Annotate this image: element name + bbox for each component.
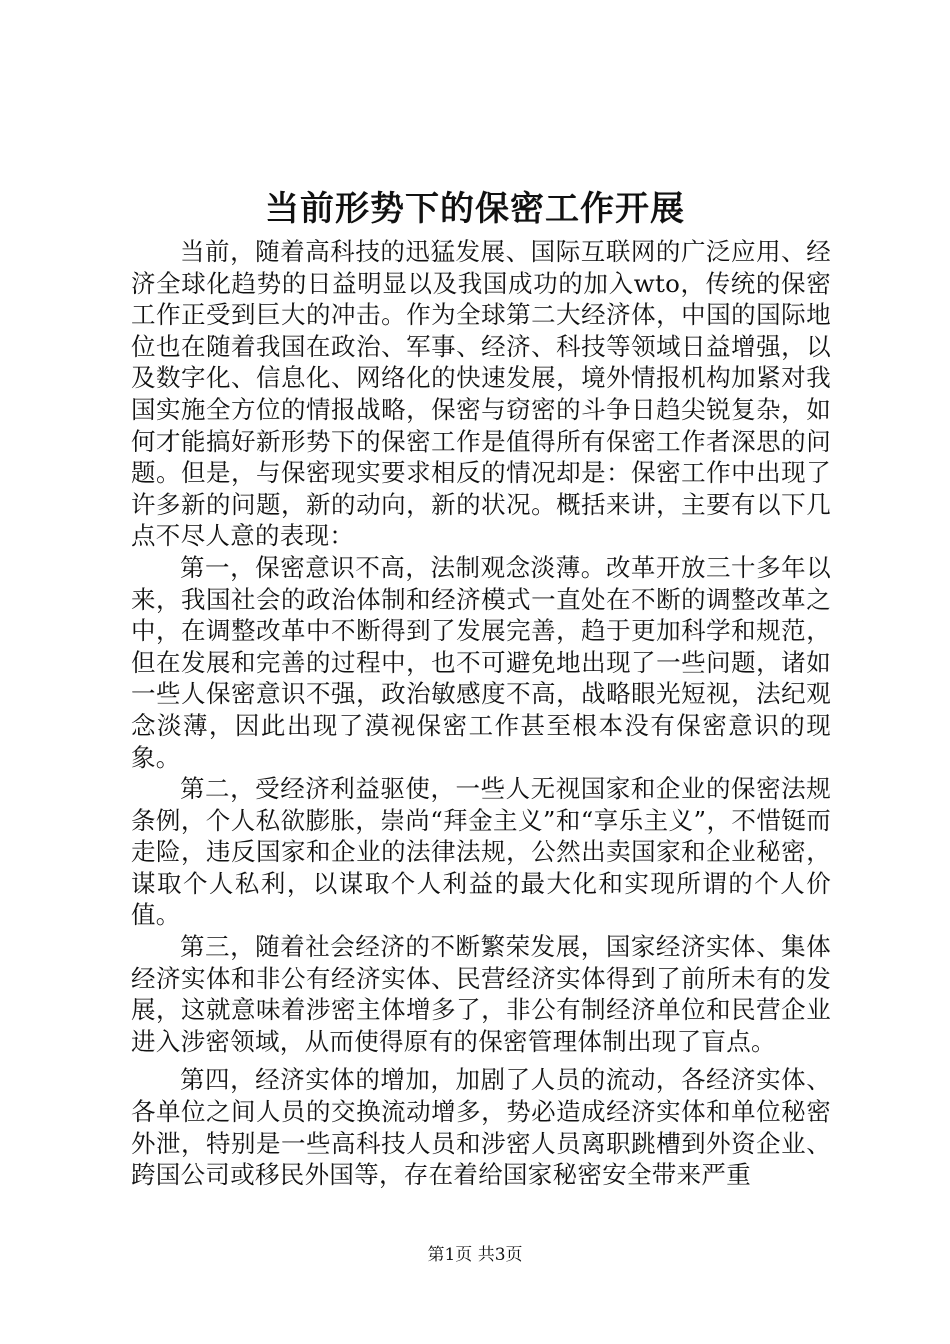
page-number-footer: 第1页 共3页 [427,1245,523,1265]
paragraph-point-1: 第一，保密意识不高，法制观念淡薄。改革开放三十多年以来，我国社会的政治体制和经济模式一直处在不断的调整改革之中，在调整改革中不断得到了发展完善，趋于更加科学和规范，但在发展和完善的过程中，也不可避免地出现了一些问题，诸如一些人保密意识不强，政治敏感度不高，战略眼光短视，法纪观念淡薄，因此出现了漠视保密工作甚至根本没有保密意识的现象。 [131,552,831,772]
paragraph-intro: 当前，随着高科技的迅猛发展、国际互联网的广泛应用、经济全球化趋势的日益明显以及我国成功的加入wto，传统的保密工作正受到巨大的冲击。作为全球第二大经济体，中国的国际地位也在随着我国在政治、军事、经济、科技等领域日益增强，以及数字化、信息化、网络化的快速发展，境外情报机构加紧对我国实施全方位的情报战略，保密与窃密的斗争日趋尖锐复杂，如何才能搞好新形势下的保密工作是值得所有保密工作者深思的问题。但是，与保密现实要求相反的情况却是：保密工作中出现了许多新的问题，新的动向，新的状况。概括来讲，主要有以下几点不尽人意的表现： [131,237,831,551]
document-body [131,236,831,1191]
paragraph-point-4: 第四，经济实体的增加，加剧了人员的流动，各经济实体、各单位之间人员的交换流动增多，势必造成经济实体和单位秘密外泄，特别是一些高科技人员和涉密人员离职跳槽到外资企业、跨国公司或移民外国等，存在着给国家秘密安全带来严重 [131,1065,831,1190]
paragraph-point-3: 第三，随着社会经济的不断繁荣发展，国家经济实体、集体经济实体和非公有经济实体、民营经济实体得到了前所未有的发展，这就意味着涉密主体增多了，非公有制经济单位和民营企业进入涉密领域，从而使得原有的保密管理体制出现了盲点。 [131,932,831,1056]
document-title: 当前形势下的保密工作开展 [265,189,685,229]
paragraph-point-2: 第二，受经济利益驱使，一些人无视国家和企业的保密法规条例，个人私欲膨胀，崇尚“拜金主义”和“享乐主义”，不惜铤而走险，违反国家和企业的法律法规，公然出卖国家和企业秘密，谋取个人私利，以谋取个人利益的最大化和实现所谓的个人价值。 [131,774,831,930]
